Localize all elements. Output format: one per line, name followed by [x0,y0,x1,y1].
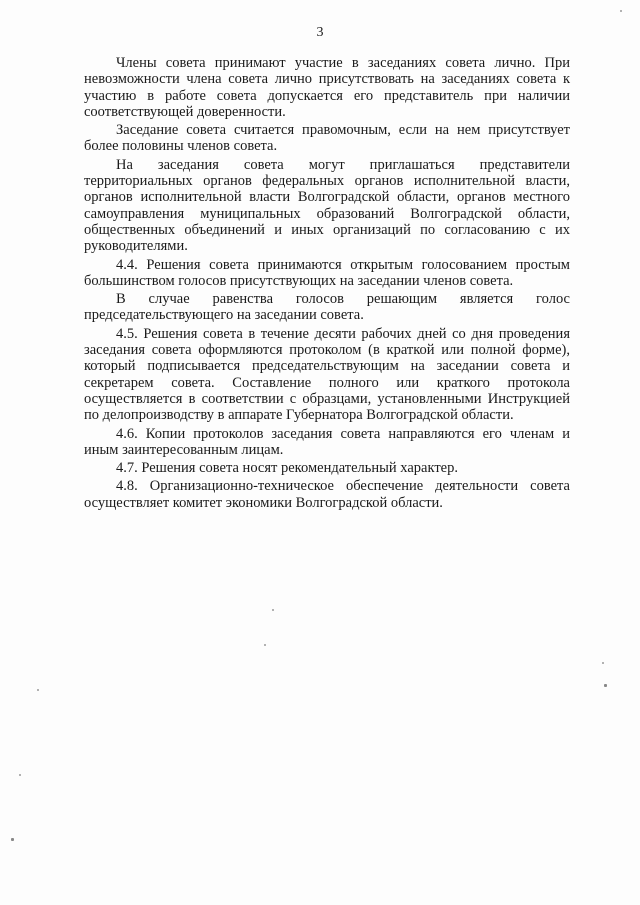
paragraph-invited-representatives: На заседания совета могут приглашаться представители территориальных органов федеральных органов исполнительной власти, органов исполнительной власти Волгоградской области, органов местного самоуправления муниципальных образований Волгоградской области, общественных объединений и иных организаций по согласованию с их руководителями. [84,156,570,255]
page-number: 3 [316,25,324,40]
paragraph-4-4: 4.4. Решения совета принимаются открытым голосованием простым большинством голосов присутствующих на заседании членов совета. [84,256,570,289]
scan-speck [620,10,622,12]
scan-speck [604,684,607,687]
scan-speck [11,838,14,841]
scan-speck [37,689,39,691]
paragraph-equal-votes: В случае равенства голосов решающим является голос председательствующего на заседании совета. [84,291,570,324]
scan-speck [272,609,274,611]
paragraph-4-7: 4.7. Решения совета носят рекомендательный характер. [116,460,458,477]
scan-speck [264,644,266,646]
paragraph-4-8: 4.8. Организационно-техническое обеспечение деятельности совета осуществляет комитет экономики Волгоградской области. [84,478,570,511]
scan-speck [602,662,604,664]
paragraph-quorum: Заседание совета считается правомочным, если на нем присутствует более половины членов совета. [84,122,570,155]
paragraph-members-participation: Члены совета принимают участие в заседаниях совета лично. При невозможности члена совета лично присутствовать на заседаниях совета к участию в работе совета допускается его представитель при наличии соответствующей доверенности. [84,55,570,120]
paragraph-4-6: 4.6. Копии протоколов заседания совета направляются его членам и иным заинтересованным лицам. [84,425,570,458]
document-body [84,55,570,513]
scan-speck [19,774,21,776]
paragraph-4-5: 4.5. Решения совета в течение десяти рабочих дней со дня проведения заседания совета оформляются протоколом (в краткой или полной форме), который подписывается председательствующим на заседании совета и секретарем совета. Составление полного или краткого протокола осуществляется в соответствии с образцами, установленными Инструкцией по делопроизводству в аппарате Губернатора Волгоградской области. [84,325,570,424]
